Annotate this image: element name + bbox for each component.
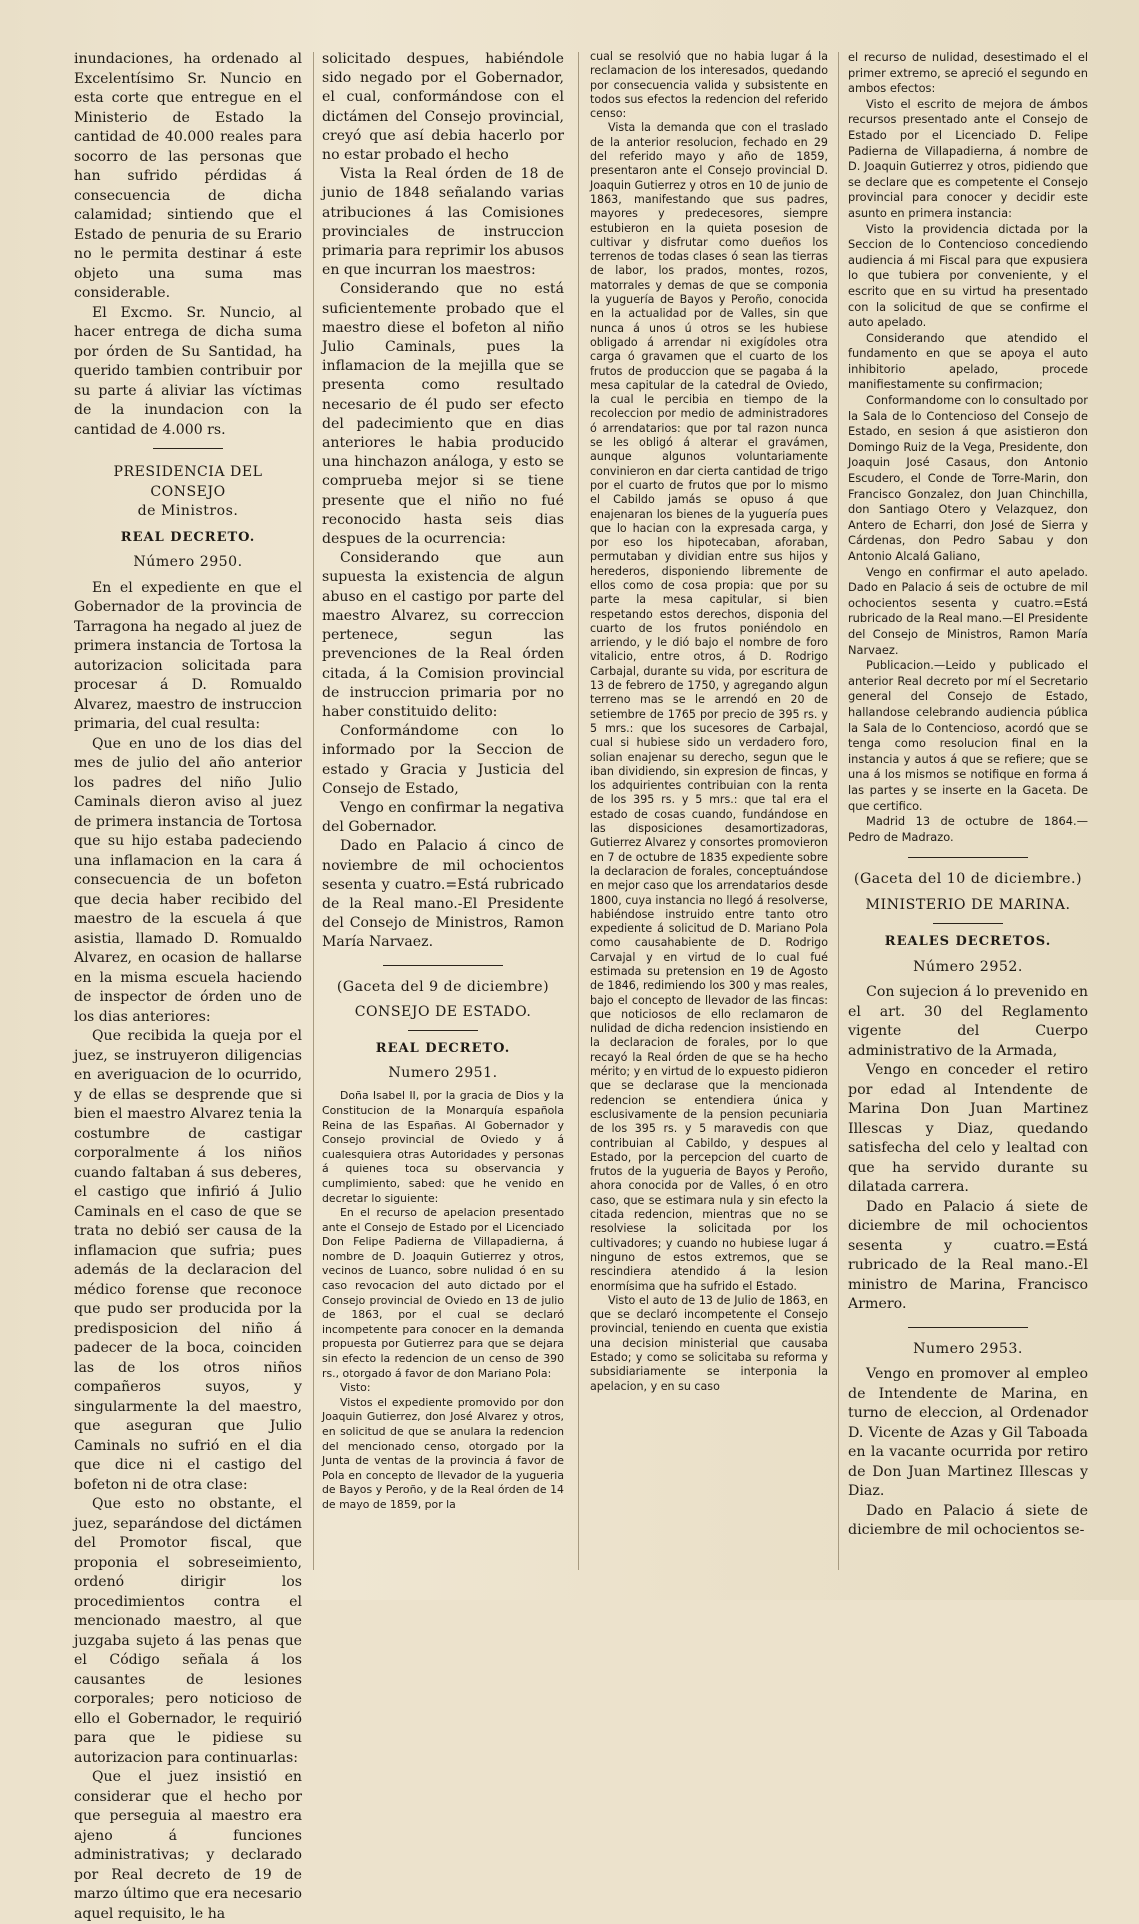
divider	[933, 923, 1003, 924]
decree-number: Número 2952.	[913, 958, 1023, 975]
paragraph: Conformándome con lo informado por la Seccion de estado y Gracia y Justicia del Consejo de Estado,	[322, 723, 564, 797]
paragraph: Conformandome con lo consultado por la Sala de lo Contencioso del Consejo de Estado, en sesion á que asistieron don Domingo Ruiz de la Vega, Presidente, don Joaquin José Casaus, don Antonio Escudero, el Conde de Torre-Marin, don Francisco Gonzalez, don Juan Chinchilla, don Santiago Otero y Velazquez, don Antero de Echarri, don José de Sierra y Cárdenas, don Pedro Sabau y don Antonio Alcalá Galiano,	[848, 393, 1088, 563]
divider	[908, 857, 1028, 858]
divider	[153, 448, 223, 449]
divider	[908, 1327, 1028, 1328]
paragraph: Considerando que no está suficientemente probado que el maestro diese el bofeton al niño Julio Caminals, pues la inflamacion de la mejilla que se presenta como resultado necesario de él pudo ser efecto del padecimiento que en dias anteriores le habia producido una hinchazon análoga, y esto se comprueba mejor si se tiene presente que el niño no fué reconocido hasta seis dias despues de la ocurrencia:	[322, 281, 564, 548]
gazette-date: (Gaceta del 10 de diciembre.)	[853, 871, 1083, 888]
column-divider	[838, 52, 839, 1570]
paragraph: Vistos el expediente promovido por don Joaquin Gutierrez, don José Alvarez y otros, en solicitud de que se anulara la redencion del mencionado censo, otorgado por la Junta de ventas de la provincia á favor de Pola en concepto de llevador de la yugueria de Bayos y Peroño, y de la Real órden de 14 de mayo de 1859, por la	[322, 1395, 564, 1511]
paragraph: Que el juez insistió en considerar que el hecho por que perseguia al maestro era ajeno á funciones administrativas; y declarado por Real decreto de 19 de marzo último que era necesario aquel requisito, le ha	[74, 1769, 302, 1922]
paragraph: En el recurso de apelacion presentado ante el Consejo de Estado por el Licenciado Don Felipe Padierna de Villapadierna, á nombre de D. Joaquin Gutierrez y otros, vecinos de Luanco, sobre nulidad ó en su caso revocacion del auto dictado por el Consejo provincial de Oviedo en 13 de julio de 1863, por el cual se declaró incompetente para conocer en la demanda propuesta por Gutierrez para que se dejara sin efecto la redencion de un censo de 390 rs., otorgado á favor de don Mariano Pola:	[322, 1206, 564, 1380]
decree-heading: REALES DECRETOS.	[884, 934, 1052, 950]
paragraph: Que en uno de los dias del mes de julio del año anterior los padres del niño Julio Caminals dieron aviso al juez de primera instancia de Tortosa que su hijo estaba padeciendo una inflamacion en la cara á consecuencia de un bofeton que decia haber recibido del maestro de la escuela á que asistia, llamado D. Romualdo Alvarez, en ocasion de hallarse en la misma escuela haciendo de inspector de órden uno de los dias anteriores:	[74, 735, 302, 1025]
paragraph: Vengo en conceder el retiro por edad al Intendente de Marina Don Juan Martinez Illescas y Diaz, quedando satisfecha del celo y lealtad con que ha servido durante su dilatada carrera.	[848, 1062, 1088, 1196]
section-heading: CONSEJO DE ESTADO.	[354, 1003, 532, 1020]
paragraph: Con sujecion á lo prevenido en el art. 30 del Reglamento vigente del Cuerpo administrativo de la Armada,	[848, 984, 1088, 1059]
paragraph: inundaciones, ha ordenado al Excelentísimo Sr. Nuncio en esta corte que entregue en el Ministerio de Estado la cantidad de 40.000 reales para socorro de las personas que han sufrido pérdidas á consecuencia de dicha calamidad; sintiendo que el Estado de penuria de su Erario no le permita destinar á este objeto una suma mas considerable.	[74, 51, 302, 301]
paragraph: Vista la demanda que con el traslado de la anterior resolucion, fechado en 29 del referido mayo y año de 1859, presentaron ante el Consejo provincial D. Joaquin Gutierrez y otros en 10 de junio de 1863, manifestando que sus padres, mayores y predecesores, siempre estubieron en la quieta posesion de cultivar y disfrutar como dueños los terrenos de todas clases ó sean las tierras de labor, los prados, montes, rozos, matorrales y demas de que se componia la yuguería de Bayos y Peroño, conocida en la actualidad por de Valles, sin que nunca á unos ú otros se les hubiese obligado á arrendar ni exigídoles otra carga ó gravamen que el cuarto de los frutos de produccion que se pagaba á la mesa capitular de la catedral de Oviedo, la cual le percibia en tiempo de la recoleccion por medio de administradores ó arrendatarios: que por tal razon nunca se les obligó á alterar el gravámen, aunque algunos voluntariamente convinieron en dar cierta cantidad de trigo por el cuarto de frutos que por lo mismo el Cabildo jamás se opuso á que enajenaran los bienes de la yuguería pues que lo hacian con la expresada carga, y por eso los hipotecaban, aforaban, permutaban y dividian entre sus hijos y herederos, disponiendo libremente de ellos como de cosa propia: que por su parte la mesa capitular, si bien respetando estos derechos, disponia del cuarto de los frutos poniéndolo en arriendo, y le dió bajo el nombre de foro vitalicio, entre otros, á D. Rodrigo Carbajal, durante su vida, por escritura de 13 de febrero de 1750, y agregando algun terreno mas se le arrendó en 20 de setiembre de 1765 por precio de 395 rs. y 5 mrs.: que los sucesores de Carbajal, cual si hubiese sido un verdadero foro, solian enajenar su derecho, segun que le iban dividiendo, sin expresion de fincas, y los adquirientes contribuian con la renta de los 395 rs. y 5 mrs.: que tal era el estado de cosas cuando, fundándose en las disposiciones desamortizadoras, Gutierrez Alvarez y consortes promovieron en 7 de octubre de 1835 expediente sobre la declaracion de forales, conceptuándose en mejor caso que los arrendatarios desde 1800, cuya instancia no llegó á resolverse, habiéndose instruido entre tanto otro expediente á solicitud de D. Mariano Pola como causahabiente de D. Rodrigo Carvajal y en virtud de lo cual fué estimada su pretension en 19 de Agosto de 1846, redimiendo los 300 y mas reales, bajo el concepto de llevador de las fincas: que noticiosos de ello reclamaron de nulidad de dicha redencion insistiendo en la declaracion de forales, por lo que recayó la Real órden de que se ha hecho mérito; y en virtud de lo expuesto pidieron que se declarase que la mencionada redencion se entendiera única y esclusivamente de la pension pecuniaria de los 395 rs. y 5 maravedis con que contribuian al Cabildo, y despues al Estado, por la percepcion del cuarto de frutos de la yugueria de Bayos y Peroño, ahora conocida por de Valles, ó en otro caso, que se estimara nula y sin efecto la citada redencion, mientras que no se resolviese la solicitada por los cultivadores; y cuando no hubiese lugar á ninguno de estos extremos, que se rescindiera atendido á la lesion enormísima que ha sufrido el Estado.	[590, 121, 828, 1293]
paragraph: Visto el auto de 13 de Julio de 1863, en que se declaró incompetente el Consejo provincial, teniendo en cuenta que existia una decision ministerial que causaba Estado; y como se solicitaba su reforma y subsidiariamente se interponia la apelacion, y en su caso	[590, 1293, 828, 1393]
column-divider	[578, 52, 579, 1570]
section-subheading: de Ministros.	[137, 503, 239, 519]
paragraph: El Excmo. Sr. Nuncio, al hacer entrega de dicha suma por órden de Su Santidad, ha querido tambien contribuir por su parte á aliviar las víctimas de la inundacion con la cantidad de 4.000 rs.	[74, 304, 302, 438]
paragraph: Vengo en confirmar la negativa del Gobernador.	[322, 799, 564, 836]
gazette-date: (Gaceta del 9 de diciembre)	[336, 978, 550, 995]
paragraph: Dado en Palacio á siete de diciembre de mil ochocientos se-	[848, 1502, 1088, 1539]
column-divider	[313, 52, 314, 1570]
paragraph: Dado en Palacio á siete de diciembre de mil ochocientos sesenta y cuatro.=Está rubricado de la Real mano.-El ministro de Marina, Francisco Armero.	[848, 1198, 1088, 1313]
paragraph: el recurso de nulidad, desestimado el el primer extremo, se apreció el segundo en ambos efectos:	[848, 50, 1088, 96]
divider	[408, 1030, 478, 1031]
paragraph: Doña Isabel II, por la gracia de Dios y la Constitucion de la Monarquía española Reina de las Españas. Al Gobernador y Consejo provincial de Oviedo y á cualesquiera otras Autoridades y personas á quienes toca su observancia y cumplimiento, sabed: que he venido en decretar lo siguiente:	[322, 1089, 564, 1205]
decree-number: Numero 2953.	[913, 1340, 1023, 1357]
paragraph: solicitado despues, habiéndole sido negado por el Gobernador, el cual, conformándose con el dictámen del Consejo provincial, creyó que así debia hacerlo por no estar probado el hecho	[322, 51, 564, 164]
paragraph: cual se resolvió que no habia lugar á la reclamacion de los interesados, quedando por consecuencia valida y subsistente en todos sus efectos la redencion del referido censo:	[590, 50, 828, 121]
signature: Madrid 13 de octubre de 1864.— Pedro de Madrazo.	[848, 814, 1088, 844]
column-2	[322, 50, 564, 1572]
paragraph: Considerando que atendido el fundamento en que se apoya el auto inhibitorio apelado, procede manifiestamente su confirmacion;	[848, 330, 1088, 392]
paragraph: Visto:	[340, 1381, 371, 1395]
column-1	[74, 50, 302, 1922]
column-4	[848, 50, 1088, 1572]
paragraph: Que esto no obstante, el juez, separándose del dictámen del Promotor fiscal, que proponia el sobreseimiento, ordenó dirigir los procedimientos contra el mencionado maestro, al que juzgaba sujeto á las penas que el Código señala á los causantes de lesiones corporales; pero noticioso de ello el Gobernador, le requirió para que le pidiese su autorizacion para continuarlas:	[74, 1496, 302, 1766]
paragraph: Que recibida la queja por el juez, se instruyeron diligencias en averiguacion de lo ocurrido, y de ellas se desprende que si bien el maestro Alvarez tenia la costumbre de castigar corporalmente á los niños cuando faltaban á sus deberes, el castigo que infirió á Julio Caminals en el caso de que se trata no debió ser causa de la inflamacion que sufria; pues además de la declaracion del médico forense que reconoce que pudo ser producida por la predisposicion del niño á padecer de la boca, coinciden las de los otros niños compañeros suyos, y singularmente la del maestro, que aseguran que Julio Caminals no sufrió en el dia que dice ni el castigo del bofeton ni de otra clase:	[74, 1028, 302, 1493]
divider	[383, 965, 503, 966]
marina-section	[848, 870, 1088, 1541]
paragraph: En el expediente en que el Gobernador de la provincia de Tarragona ha negado al juez de primera instancia de Tortosa la autorizacion solicitada para procesar á D. Romualdo Alvarez, maestro de instruccion primaria, del cual resulta:	[74, 579, 302, 732]
paragraph: Dado en Palacio á cinco de noviembre de mil ochocientos sesenta y cuatro.=Está rubricado de la Real mano.-El Presidente del Consejo de Ministros, Ramon María Narvaez.	[322, 838, 564, 951]
decree-heading: REAL DECRETO.	[375, 1040, 511, 1056]
paragraph: Vista la Real órden de 18 de junio de 1848 señalando varias atribuciones á las Comisiones provinciales de instruccion primaria para reprimir los abusos en que incurran los maestros:	[322, 166, 564, 279]
paragraph: Visto la providencia dictada por la Seccion de lo Contencioso concediendo audiencia á mi Fiscal para que expusiera lo que tubiera por conveniente, y el escrito que en su virtud ha presentado con la solicitud de que se confirme el auto apelado.	[848, 221, 1088, 330]
paragraph: Vengo en confirmar el auto apelado. Dado en Palacio á seis de octubre de mil ochocientos sesenta y cuatro.=Está rubricado de la Real mano.—El Presidente del Consejo de Ministros, Ramon María Narvaez.	[848, 564, 1088, 657]
section-heading: PRESIDENCIA DEL CONSEJO	[113, 464, 263, 500]
column-3	[590, 50, 828, 1572]
paragraph: Vengo en promover al empleo de Intendente de Marina, en turno de eleccion, al Ordenador D. Vicente de Azas y Gil Taboada en la vacante ocurrida por retiro de Don Juan Martinez Illescas y Diaz.	[848, 1366, 1088, 1500]
decree-number: Número 2950.	[133, 554, 243, 570]
decree-number: Numero 2951.	[388, 1065, 498, 1082]
section-heading: MINISTERIO DE MARINA.	[865, 896, 1071, 913]
decree-heading: REAL DECRETO.	[120, 529, 256, 545]
decree-text	[322, 1089, 564, 1512]
paragraph: Considerando que aun supuesta la existencia de algun abuso en el castigo por parte del maestro Alvarez, su correccion pertenece, segun las prevenciones de la Real órden citada, á la Comision provincial de instruccion primaria por no haber constituido delito:	[322, 550, 564, 720]
paragraph: Visto el escrito de mejora de ámbos recursos presentado ante el Consejo de Estado por el Licenciado D. Felipe Padierna de Villapadierna, á nombre de D. Joaquin Gutierrez y otros, pidiendo que se declare que es competente el Consejo provincial para conocer y decidir este asunto en primera instancia:	[848, 96, 1088, 220]
paragraph: Publicacion.—Leido y publicado el anterior Real decreto por mí el Secretario general del Consejo de Estado, hallandose celebrando audiencia pública la Sala de lo Contencioso, acordó que se tenga como resolucion final en la instancia y autos á que se refiere; que se una á los mismos se notifique en forma á las partes y se inserte en la Gaceta. De que certifico.	[848, 658, 1088, 813]
